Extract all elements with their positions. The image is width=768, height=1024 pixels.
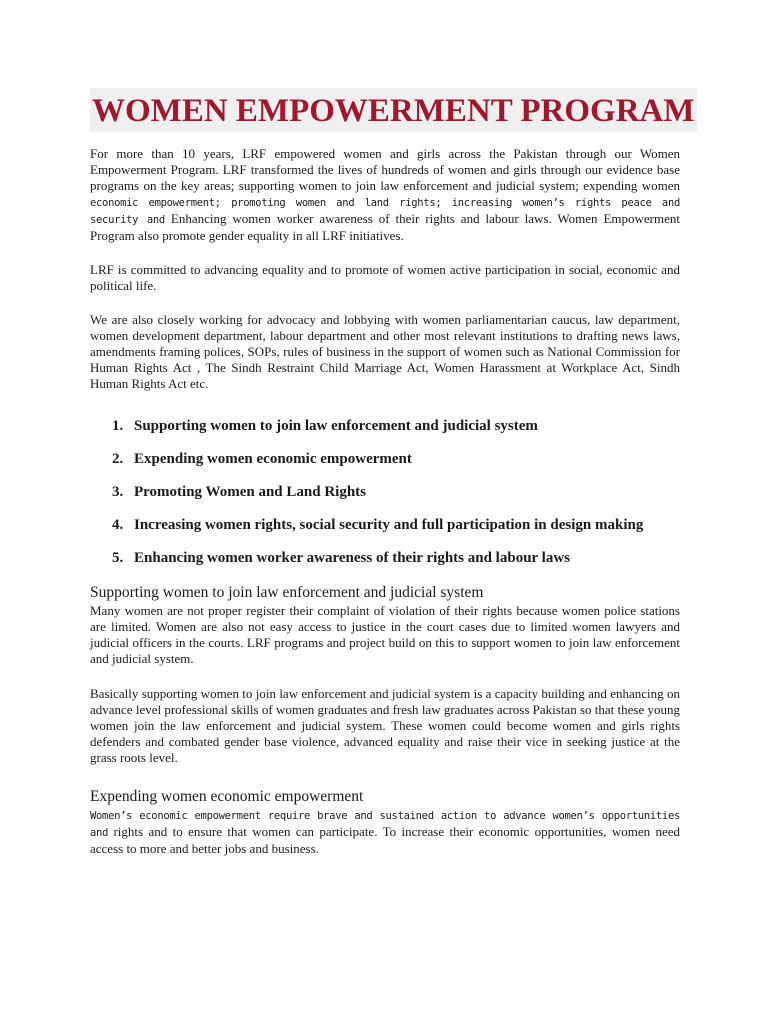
list-item-number: 4.: [112, 517, 124, 533]
list-item-text: Expending women economic empowerment: [134, 451, 412, 467]
list-item-number: 1.: [112, 418, 124, 434]
intro-paragraph-3: We are also closely working for advocacy and lobbying with women parliamentarian caucus, law department, women development department, labour department and other most relevant institutions to drafting news laws, amendments framing polices, SOPs, rules of business in the support of women such as National Commission for Human Rights Act , The Sindh Restraint Child Marriage Act, Women Harassment at Workplace Act, Sindh Human Rights Act etc.: [90, 312, 680, 391]
section-2-paragraph-1: [90, 807, 680, 857]
list-item: [90, 476, 680, 509]
list-item-text: Enhancing women worker awareness of their rights and labour laws: [134, 550, 571, 566]
list-item-text: Supporting women to join law enforcement and judicial system: [134, 418, 538, 434]
list-item: [90, 410, 680, 443]
list-item-text: Increasing women rights, social security and full participation in design making: [134, 517, 644, 533]
key-areas-list: [90, 410, 680, 575]
document-page: [90, 88, 695, 857]
list-item: [90, 509, 680, 542]
list-item-number: 3.: [112, 484, 124, 500]
list-item: [90, 443, 680, 476]
section-1-paragraph-2: Basically supporting women to join law enforcement and judicial system is a capacity building and enhancing on advance level professional skills of women graduates and fresh law graduates across Pakistan so that these young women join the law enforcement and judicial system. These women could become women and girls rights defenders and combated gender base violence, advanced equality and raise their vice in seeking justice at the grass roots level.: [90, 686, 680, 765]
section-1-paragraph-1: Many women are not proper register their complaint of violation of their rights because women police stations are limited. Women are also not easy access to justice in the court cases due to limited women lawyers and judicial officers in the courts. LRF programs and project build on this to support women to join law enforcement and judicial system.: [90, 603, 680, 666]
intro-paragraph-1-part-c: Enhancing women worker awareness of their rights and labour laws. Women Empowerment Program also promote gender equality in all LRF initiatives.: [90, 211, 681, 243]
section-2-paragraph-1-part-a: Women’s economic empowerment require brave and sustained action to advance women’s opportunities and: [90, 810, 680, 839]
section-heading-economic-empowerment: Expending women economic empowerment: [90, 788, 364, 805]
list-item-number: 5.: [112, 550, 124, 566]
section-2-paragraph-1-part-b: rights and to ensure that women can participate. To increase their economic opportunities, women need access to more and better jobs and business.: [90, 824, 681, 856]
intro-paragraph-1-part-a: For more than 10 years, LRF empowered women and girls across the Pakistan through our Women Empowerment Program. LRF transformed the lives of hundreds of women and girls through our evidence base programs on the key areas; supporting women to join law enforcement and judicial system; expending women: [90, 146, 680, 193]
intro-paragraph-1-part-b: economic empowerment; promoting women and land rights; increasing women’s rights peace and security and: [90, 197, 680, 226]
intro-paragraph-2: LRF is committed to advancing equality and to promote of women active participation in social, economic and political life.: [90, 262, 680, 293]
intro-paragraph-1: [90, 146, 680, 244]
document-title: WOMEN EMPOWERMENT PROGRAM: [90, 88, 697, 132]
list-item: [90, 542, 680, 575]
list-item-text: Promoting Women and Land Rights: [134, 484, 366, 500]
list-item-number: 2.: [112, 451, 124, 467]
section-heading-law-enforcement: Supporting women to join law enforcement and judicial system: [90, 584, 484, 601]
